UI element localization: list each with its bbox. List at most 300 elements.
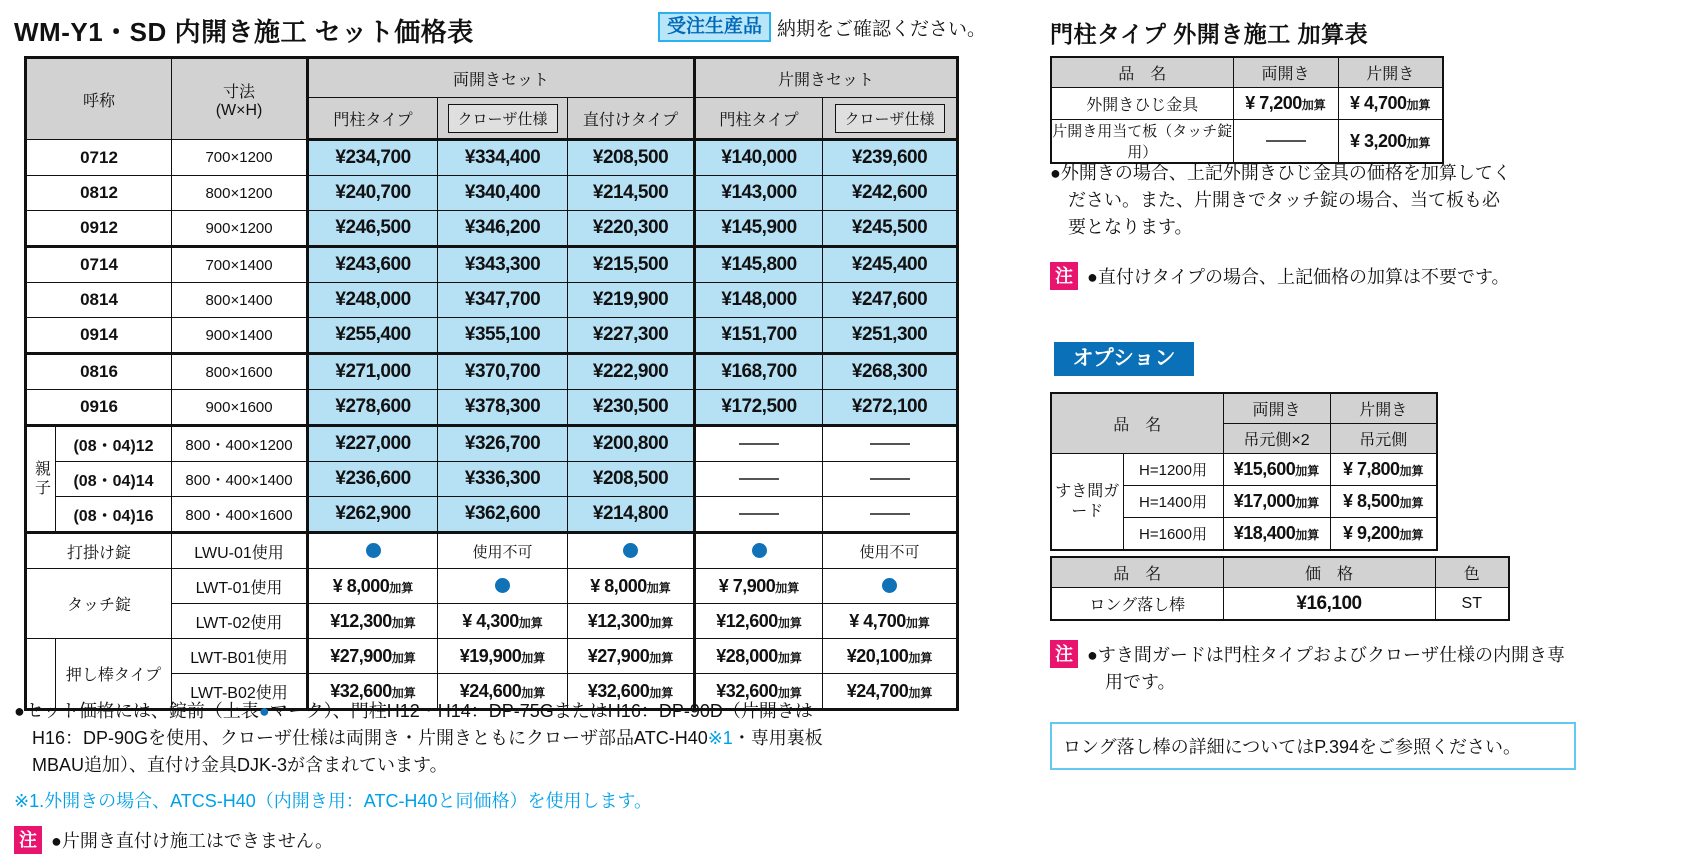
- price-cell: [438, 247, 568, 283]
- option-section-badge: オプション: [1054, 342, 1194, 376]
- add-suffix: 加算: [908, 650, 933, 665]
- price-cell: [308, 318, 438, 354]
- add-suffix: 加算: [1399, 464, 1424, 478]
- price: ¥214,800: [592, 503, 669, 524]
- price: ¥240,700: [335, 182, 411, 203]
- add-suffix: 加算: [521, 685, 546, 700]
- lock-model-cell: LWT-01使用: [172, 569, 308, 604]
- price: ¥200,800: [592, 433, 669, 454]
- price: ¥27,900: [330, 645, 392, 666]
- add-suffix: 加算: [389, 580, 414, 595]
- size-cell: 800×1400: [172, 283, 308, 318]
- price: ¥19,900: [459, 645, 522, 666]
- price: ¥12,300: [587, 610, 650, 631]
- header-single-set: 片開きセット: [695, 58, 958, 98]
- price-cell: [568, 390, 695, 426]
- outward-opening-note: ●外開きの場合、上記外開きひじ金具の価格を加算してください。また、片開きでタッチ錠の場合、当て板も必要となります。: [1050, 163, 1511, 237]
- price-cell: [308, 426, 438, 462]
- price-cell: [1338, 88, 1443, 120]
- price-cell: [1330, 486, 1437, 518]
- price-cell: [1233, 88, 1338, 120]
- price-cell: [438, 426, 568, 462]
- price: ¥222,900: [592, 361, 669, 382]
- dash-icon: [739, 443, 779, 445]
- add-suffix: 加算: [1295, 528, 1320, 542]
- price-cell: [568, 497, 695, 533]
- price-cell: [568, 247, 695, 283]
- price: ¥272,100: [851, 396, 928, 417]
- model-cell: 0916: [26, 390, 172, 426]
- header-color: 色: [1435, 557, 1509, 588]
- table-row: [26, 390, 958, 426]
- price: ¥15,600: [1233, 459, 1296, 479]
- price-cell: [823, 247, 958, 283]
- price: ¥245,400: [851, 254, 928, 275]
- price-cell: [823, 318, 958, 354]
- price: ¥334,400: [464, 147, 541, 168]
- header-name: 呼称: [26, 58, 172, 140]
- set-price-note: [14, 698, 823, 779]
- price-cell: [568, 211, 695, 247]
- header-single: 片開き: [1330, 393, 1437, 424]
- price-cell: [695, 604, 823, 639]
- size-cell: 800・400×1600: [172, 497, 308, 533]
- dash-icon: [1266, 140, 1306, 142]
- price-cell: [308, 176, 438, 211]
- price: ¥227,000: [335, 433, 411, 454]
- blue-dot-mark: ●: [258, 701, 270, 721]
- price-cell: [568, 283, 695, 318]
- price: ¥ 7,200: [1245, 93, 1302, 113]
- price: ¥255,400: [335, 324, 411, 345]
- price-cell: [438, 390, 568, 426]
- model-cell: 0816: [26, 354, 172, 390]
- caution-text: ●片開き直付け施工はできません。: [51, 831, 333, 851]
- not-usable-cell: 使用不可: [438, 533, 568, 569]
- price: ¥143,000: [721, 182, 797, 203]
- price: ¥168,700: [721, 361, 797, 382]
- option-table: [1050, 392, 1438, 551]
- empty-cell: [695, 462, 823, 497]
- lock-model-cell: LWT-B02使用: [172, 674, 308, 710]
- lock-type-cell: 打掛け錠: [26, 533, 172, 569]
- price: ¥12,600: [716, 610, 778, 631]
- price: ¥151,700: [721, 324, 797, 345]
- add-suffix: 加算: [1295, 496, 1320, 510]
- included-dot-icon: [882, 578, 897, 593]
- price-cell: [823, 283, 958, 318]
- add-suffix: 加算: [775, 580, 800, 595]
- lock-model-cell: LWU-01使用: [172, 533, 308, 569]
- caution-text: ●すき間ガードは門柱タイプおよびクローザ仕様の内開き専用です。: [1087, 645, 1565, 692]
- size-cell: 900×1600: [172, 390, 308, 426]
- not-usable-cell: 使用不可: [823, 533, 958, 569]
- price: ¥28,000: [716, 645, 778, 666]
- option-group-cell: すき間ガード: [1051, 454, 1123, 551]
- lock-model-cell: LWT-02使用: [172, 604, 308, 639]
- header-double: 両開き: [1223, 393, 1330, 424]
- price: ¥ 7,900: [718, 575, 776, 596]
- lock-model-cell: LWT-B01使用: [172, 639, 308, 674]
- price-cell: [308, 390, 438, 426]
- price: ¥17,000: [1233, 491, 1296, 511]
- price: ¥16,100: [1296, 592, 1362, 614]
- price: ¥12,300: [330, 610, 392, 631]
- price: ¥219,900: [592, 289, 669, 310]
- add-suffix: 加算: [649, 685, 674, 700]
- add-suffix: 加算: [1406, 135, 1431, 150]
- model-cell: 0712: [26, 140, 172, 176]
- price-cell: [438, 283, 568, 318]
- dash-icon: [870, 513, 910, 515]
- table-row: [26, 569, 958, 604]
- table-row: [1051, 88, 1443, 120]
- price: ¥262,900: [335, 503, 411, 524]
- model-cell: (08・04)12: [56, 426, 172, 462]
- header-post-type: 門柱タイプ: [695, 98, 823, 140]
- price: ¥140,000: [721, 147, 797, 168]
- price-cell: [695, 354, 823, 390]
- price: ¥271,000: [335, 361, 411, 382]
- price: ¥378,300: [464, 396, 541, 417]
- item-name-cell: ロング落し棒: [1051, 588, 1223, 621]
- add-suffix: 加算: [391, 650, 416, 665]
- note-line: [14, 725, 823, 752]
- price: ¥24,700: [846, 680, 909, 701]
- add-suffix: 加算: [777, 650, 802, 665]
- price-cell: [308, 354, 438, 390]
- height-cell: H=1600用: [1123, 518, 1223, 551]
- add-suffix: 加算: [1399, 528, 1424, 542]
- price-cell: [823, 674, 958, 710]
- included-cell: [568, 533, 695, 569]
- size-cell: 700×1400: [172, 247, 308, 283]
- dash-icon: [870, 478, 910, 480]
- table-row: [26, 318, 958, 354]
- add-suffix: 加算: [908, 685, 933, 700]
- price-cell: [308, 497, 438, 533]
- page-title: WM-Y1・SD 内開き施工 セット価格表: [14, 17, 474, 47]
- table-row: [26, 140, 958, 176]
- add-suffix: 加算: [1295, 464, 1320, 478]
- header-name: 品 名: [1051, 57, 1233, 88]
- empty-cell: [823, 426, 958, 462]
- addition-table-title: 門柱タイプ 外開き施工 加算表: [1050, 21, 1369, 47]
- price: ¥ 4,700: [1349, 93, 1407, 113]
- add-suffix: 加算: [646, 580, 671, 595]
- price: ¥268,300: [851, 361, 928, 382]
- header-single: 片開き: [1338, 57, 1443, 88]
- price: ¥172,500: [721, 396, 797, 417]
- price: ¥245,500: [851, 217, 928, 238]
- price-cell: [695, 140, 823, 176]
- price-cell: [568, 176, 695, 211]
- price: ¥234,700: [335, 147, 411, 168]
- price: ¥239,600: [851, 147, 928, 168]
- size-cell: 800×1600: [172, 354, 308, 390]
- price-cell: [695, 283, 823, 318]
- caution-badge: 注: [1050, 262, 1078, 290]
- header-closer-spec: [438, 98, 568, 140]
- table-header-row: [1051, 57, 1443, 88]
- price-cell: [568, 426, 695, 462]
- table-row: [26, 426, 958, 462]
- table-row: [1051, 454, 1437, 486]
- table-header-row: [1051, 393, 1437, 424]
- addition-table: [1050, 56, 1444, 164]
- add-suffix: 加算: [777, 615, 802, 630]
- price-cell: [1223, 454, 1330, 486]
- drop-rod-table: [1050, 556, 1510, 621]
- add-suffix: 加算: [1301, 98, 1326, 112]
- size-cell: 800・400×1200: [172, 426, 308, 462]
- price-cell: [1338, 120, 1443, 164]
- price: ¥326,700: [464, 433, 541, 454]
- height-cell: H=1200用: [1123, 454, 1223, 486]
- oyako-label: 親子: [32, 460, 50, 498]
- price-cell: [568, 140, 695, 176]
- add-suffix: 加算: [905, 615, 930, 630]
- add-suffix: 加算: [649, 650, 674, 665]
- price-cell: [308, 639, 438, 674]
- price-cell: [695, 569, 823, 604]
- price: ¥18,400: [1233, 523, 1296, 543]
- closer-spec-box: クローザ仕様: [835, 104, 945, 133]
- caution-note: [1050, 640, 1570, 696]
- add-suffix: 加算: [777, 685, 802, 700]
- price: ¥32,600: [330, 680, 392, 701]
- price: ¥27,900: [587, 645, 650, 666]
- closer-spec-box: クローザ仕様: [448, 104, 558, 133]
- header-price: 価 格: [1223, 557, 1435, 588]
- price: ¥ 8,500: [1342, 491, 1400, 511]
- lock-type-cell: タッチ錠: [26, 569, 172, 639]
- price: ¥343,300: [464, 254, 541, 275]
- model-cell: 0812: [26, 176, 172, 211]
- price: ¥208,500: [592, 468, 669, 489]
- add-suffix: 加算: [521, 650, 546, 665]
- header-size-label: 寸法: [223, 83, 256, 101]
- price-cell: [438, 140, 568, 176]
- price: ¥145,800: [721, 254, 797, 275]
- dash-icon: [739, 478, 779, 480]
- price-cell: [568, 318, 695, 354]
- price-cell: [823, 354, 958, 390]
- price: ¥247,600: [851, 289, 928, 310]
- price: ¥145,900: [721, 217, 797, 238]
- price: ¥ 9,200: [1342, 523, 1400, 543]
- empty-cell: [823, 462, 958, 497]
- price: ¥362,600: [464, 503, 541, 524]
- price: ¥215,500: [592, 254, 669, 275]
- price-cell: [568, 604, 695, 639]
- included-dot-icon: [366, 543, 381, 558]
- included-cell: [438, 569, 568, 604]
- price: ¥ 7,800: [1342, 459, 1400, 479]
- dash-icon: [870, 443, 910, 445]
- add-suffix: 加算: [391, 685, 416, 700]
- made-to-order-badge: 受注生産品: [658, 12, 771, 42]
- model-cell: 0814: [26, 283, 172, 318]
- order-info: [658, 12, 986, 42]
- header-name: 品 名: [1051, 393, 1223, 454]
- table-row: [26, 283, 958, 318]
- note-text: H16：DP-90Gを使用、クローザ仕様は両開き・片開きともにクローザ部品ATC-H40: [32, 728, 708, 748]
- table-row: [26, 533, 958, 569]
- price-cell: [823, 176, 958, 211]
- size-cell: 700×1200: [172, 140, 308, 176]
- price-cell: [823, 639, 958, 674]
- price: ¥346,200: [464, 217, 541, 238]
- header-name: 品 名: [1051, 557, 1223, 588]
- table-row: [26, 176, 958, 211]
- price: ¥243,600: [335, 254, 411, 275]
- model-cell: 0714: [26, 247, 172, 283]
- reference-info-box: ロング落し棒の詳細についてはP.394をご参照ください。: [1050, 722, 1576, 770]
- price: ¥227,300: [592, 324, 669, 345]
- item-name-cell: 外開きひじ金具: [1051, 88, 1233, 120]
- price-cell: [695, 390, 823, 426]
- header-double-set: 両開きセット: [308, 58, 695, 98]
- price-cell: [823, 211, 958, 247]
- empty-cell: [695, 497, 823, 533]
- price-cell: [308, 140, 438, 176]
- price: ¥230,500: [592, 396, 669, 417]
- price-cell: [695, 247, 823, 283]
- price: ¥24,600: [459, 680, 522, 701]
- price-cell: [1223, 588, 1435, 621]
- price-cell: [1223, 518, 1330, 551]
- model-cell: 0912: [26, 211, 172, 247]
- header-double-sub: 吊元側×2: [1223, 424, 1330, 454]
- price-cell: [695, 176, 823, 211]
- price-cell: [1330, 518, 1437, 551]
- table-row: [26, 639, 958, 674]
- header-closer-spec: [823, 98, 958, 140]
- table-header-row: [1051, 557, 1509, 588]
- price-cell: [568, 569, 695, 604]
- size-cell: 800・400×1400: [172, 462, 308, 497]
- price-cell: [823, 604, 958, 639]
- header-double: 両開き: [1233, 57, 1338, 88]
- table-row: [1051, 588, 1509, 621]
- model-cell: (08・04)14: [56, 462, 172, 497]
- header-post-type: 門柱タイプ: [308, 98, 438, 140]
- note-line: [14, 698, 823, 725]
- footnote: ※1.外開きの場合、ATCS-H40（内開き用：ATC-H40と同価格）を使用します。: [14, 791, 653, 811]
- price-cell: [695, 639, 823, 674]
- empty-cell: [1233, 120, 1338, 164]
- price-cell: [438, 639, 568, 674]
- caution-text: ●直付けタイプの場合、上記価格の加算は不要です。: [1087, 267, 1510, 287]
- color-cell: ST: [1435, 588, 1509, 621]
- height-cell: H=1400用: [1123, 486, 1223, 518]
- price: ¥208,500: [592, 147, 669, 168]
- price-cell: [308, 211, 438, 247]
- price-cell: [438, 318, 568, 354]
- empty-cell: [823, 497, 958, 533]
- table-row: [26, 247, 958, 283]
- oyako-group-cell: [26, 426, 56, 533]
- table-row: [1051, 120, 1443, 164]
- price-cell: [308, 462, 438, 497]
- table-row: [26, 497, 958, 533]
- add-suffix: 加算: [391, 615, 416, 630]
- header-direct-type: 直付けタイプ: [568, 98, 695, 140]
- price: ¥347,700: [464, 289, 541, 310]
- price-cell: [1330, 454, 1437, 486]
- price-cell: [823, 140, 958, 176]
- price: ¥340,400: [464, 182, 541, 203]
- price-cell: [568, 354, 695, 390]
- price: ¥32,600: [587, 680, 650, 701]
- price-cell: [1223, 486, 1330, 518]
- table-row: [26, 211, 958, 247]
- price: ¥20,100: [846, 645, 909, 666]
- price: ¥32,600: [716, 680, 778, 701]
- included-dot-icon: [623, 543, 638, 558]
- price: ¥355,100: [464, 324, 541, 345]
- price: ¥278,600: [335, 396, 411, 417]
- size-cell: 800×1200: [172, 176, 308, 211]
- price: ¥370,700: [464, 361, 541, 382]
- price-cell: [438, 176, 568, 211]
- size-cell: 900×1400: [172, 318, 308, 354]
- lock-type-cell: 押し棒タイプ: [56, 639, 172, 710]
- dash-icon: [739, 513, 779, 515]
- price-cell: [695, 211, 823, 247]
- price: ¥251,300: [851, 324, 928, 345]
- price-cell: [438, 462, 568, 497]
- model-cell: (08・04)16: [56, 497, 172, 533]
- note-text: ・専用裏板: [732, 728, 823, 748]
- caution-note: [14, 826, 333, 854]
- price-cell: [438, 604, 568, 639]
- add-suffix: 加算: [1399, 496, 1424, 510]
- caution-note: [1050, 262, 1550, 290]
- price: ¥ 8,000: [590, 575, 647, 596]
- header-size: [172, 58, 308, 140]
- price-cell: [438, 211, 568, 247]
- included-cell: [695, 533, 823, 569]
- price-cell: [695, 318, 823, 354]
- price: ¥ 3,200: [1349, 130, 1407, 151]
- included-cell: [823, 569, 958, 604]
- price-cell: [308, 247, 438, 283]
- add-suffix: 加算: [649, 615, 674, 630]
- add-suffix: 加算: [1406, 98, 1431, 112]
- note-text: ●セット価格には、錠前（上表: [14, 701, 259, 721]
- price: ¥ 4,300: [462, 610, 519, 631]
- price-cell: [823, 390, 958, 426]
- price-cell: [438, 497, 568, 533]
- model-cell: 0914: [26, 318, 172, 354]
- price-cell: [308, 569, 438, 604]
- note-text: MBAU追加）、直付け金具DJK-3が含まれています。: [32, 755, 448, 775]
- price: ¥336,300: [464, 468, 541, 489]
- size-cell: 900×1200: [172, 211, 308, 247]
- delivery-note: 納期をご確認ください。: [777, 18, 987, 40]
- price-cell: [568, 462, 695, 497]
- price: ¥214,500: [592, 182, 669, 203]
- price: ¥246,500: [335, 217, 411, 238]
- price-cell: [308, 283, 438, 318]
- item-name-cell: 片開き用当て板（タッチ錠用）: [1051, 120, 1233, 164]
- included-cell: [308, 533, 438, 569]
- table-header-row: [26, 58, 958, 98]
- note-line: [14, 752, 823, 779]
- price: ¥ 4,700: [849, 610, 906, 631]
